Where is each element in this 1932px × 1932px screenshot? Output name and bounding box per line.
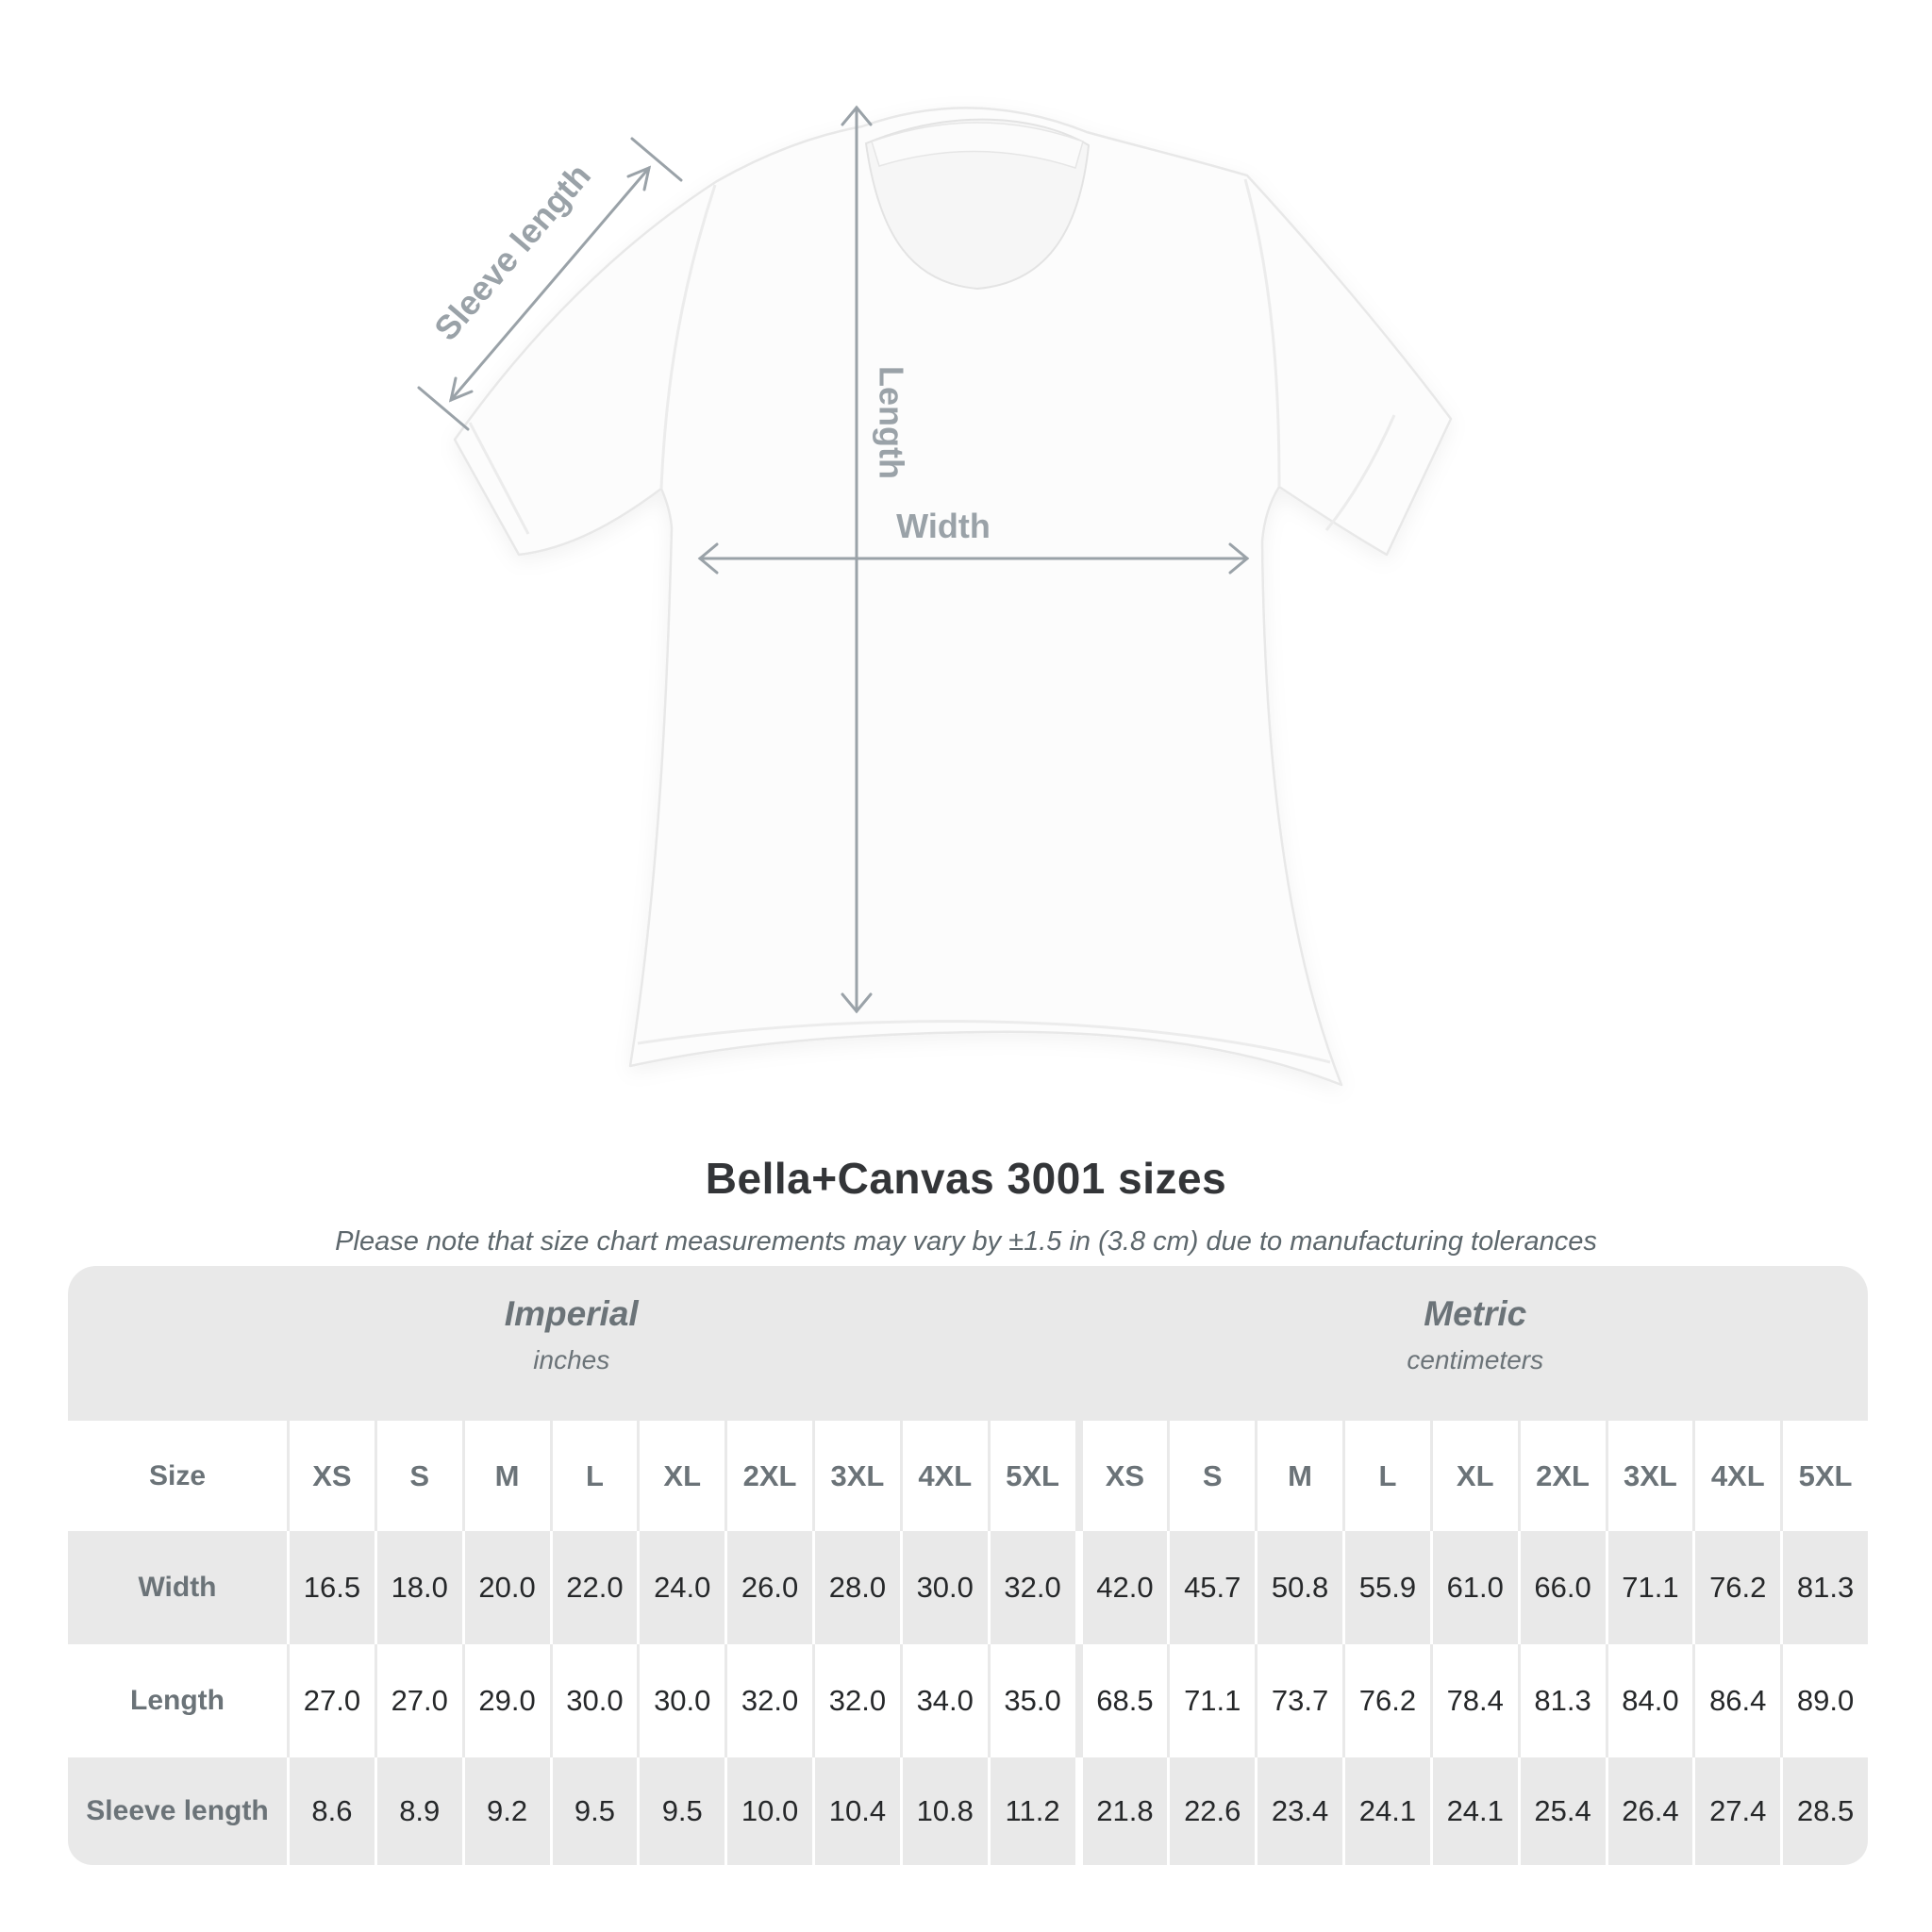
measurement-value: 26.0 (727, 1531, 812, 1644)
measurement-row (68, 1644, 1868, 1757)
measurement-value: 21.8 (1083, 1757, 1168, 1865)
measurement-value: 24.1 (1345, 1757, 1430, 1865)
measurement-value: 16.5 (290, 1531, 375, 1644)
imperial-sublabel: inches (533, 1345, 610, 1374)
measurement-value: 55.9 (1345, 1531, 1430, 1644)
measurement-value: 18.0 (377, 1531, 462, 1644)
measurement-value: 71.1 (1608, 1531, 1693, 1644)
measurement-value: 61.0 (1433, 1531, 1518, 1644)
size-header-row (68, 1421, 1868, 1531)
size-col-header: 3XL (1608, 1421, 1693, 1531)
imperial-label: Imperial (504, 1294, 639, 1333)
measurement-value: 68.5 (1083, 1644, 1168, 1757)
measurement-value: 86.4 (1695, 1644, 1780, 1757)
size-col-header: L (553, 1421, 638, 1531)
row-label: Length (68, 1644, 287, 1757)
measurement-value: 28.0 (815, 1531, 900, 1644)
size-col-header: M (1257, 1421, 1342, 1531)
imperial-metric-separator (1078, 1757, 1080, 1865)
measurement-value: 26.4 (1608, 1757, 1693, 1865)
measurement-value: 84.0 (1608, 1644, 1693, 1757)
size-column-header: Size (68, 1421, 287, 1531)
measurement-row (68, 1757, 1868, 1865)
measurement-value: 76.2 (1695, 1531, 1780, 1644)
size-col-header: 3XL (815, 1421, 900, 1531)
size-col-header: S (377, 1421, 462, 1531)
imperial-group-header (68, 1266, 1075, 1421)
measurement-value: 10.0 (727, 1757, 812, 1865)
measurement-value: 10.4 (815, 1757, 900, 1865)
measurement-value: 8.6 (290, 1757, 375, 1865)
measurement-value: 24.1 (1433, 1757, 1518, 1865)
sleeve-length-label: Sleeve length (426, 156, 598, 348)
measurement-value: 25.4 (1521, 1757, 1606, 1865)
measurement-value: 45.7 (1170, 1531, 1255, 1644)
measurement-value: 24.0 (640, 1531, 724, 1644)
measurement-value: 32.0 (991, 1531, 1075, 1644)
measurement-value: 9.2 (465, 1757, 550, 1865)
metric-label: Metric (1424, 1294, 1527, 1333)
width-label: Width (896, 507, 991, 545)
size-col-header: 2XL (1521, 1421, 1606, 1531)
measurement-value: 23.4 (1257, 1757, 1342, 1865)
measurement-value: 9.5 (640, 1757, 724, 1865)
measurement-value: 76.2 (1345, 1644, 1430, 1757)
size-col-header: M (465, 1421, 550, 1531)
tolerance-note: Please note that size chart measurements may vary by ±1.5 in (3.8 cm) due to manufacturing tolerances (335, 1226, 1597, 1257)
size-col-header: 5XL (1783, 1421, 1868, 1531)
size-col-header: L (1345, 1421, 1430, 1531)
measurement-value: 42.0 (1083, 1531, 1168, 1644)
size-col-header: XL (1433, 1421, 1518, 1531)
page-title: Bella+Canvas 3001 sizes (705, 1154, 1227, 1203)
measurement-value: 66.0 (1521, 1531, 1606, 1644)
units-header-band (68, 1266, 1868, 1421)
size-col-header: 4XL (1695, 1421, 1780, 1531)
size-col-header: 4XL (903, 1421, 988, 1531)
length-label: Length (872, 366, 911, 479)
measurement-value: 9.5 (553, 1757, 638, 1865)
measurement-value: 27.0 (377, 1644, 462, 1757)
measurement-value: 78.4 (1433, 1644, 1518, 1757)
measurement-value: 32.0 (815, 1644, 900, 1757)
table-rows (68, 1421, 1868, 1865)
measurement-value: 20.0 (465, 1531, 550, 1644)
measurement-value: 71.1 (1170, 1644, 1255, 1757)
size-col-header: XS (290, 1421, 375, 1531)
measurement-value: 89.0 (1783, 1644, 1868, 1757)
row-label: Sleeve length (68, 1757, 287, 1865)
size-col-header: 2XL (727, 1421, 812, 1531)
measurement-value: 28.5 (1783, 1757, 1868, 1865)
measurement-value: 27.0 (290, 1644, 375, 1757)
measurement-value: 81.3 (1783, 1531, 1868, 1644)
measurement-value: 30.0 (640, 1644, 724, 1757)
measurement-value: 22.6 (1170, 1757, 1255, 1865)
row-label: Width (68, 1531, 287, 1644)
measurement-value: 11.2 (991, 1757, 1075, 1865)
measurement-value: 29.0 (465, 1644, 550, 1757)
imperial-metric-separator (1078, 1644, 1080, 1757)
measurement-row (68, 1531, 1868, 1644)
measurement-value: 32.0 (727, 1644, 812, 1757)
size-table (68, 1266, 1868, 1865)
measurement-value: 73.7 (1257, 1644, 1342, 1757)
imperial-metric-separator (1078, 1531, 1080, 1644)
size-col-header: XS (1083, 1421, 1168, 1531)
measurement-value: 81.3 (1521, 1644, 1606, 1757)
imperial-metric-separator (1078, 1421, 1080, 1531)
measurement-value: 22.0 (553, 1531, 638, 1644)
size-col-header: 5XL (991, 1421, 1075, 1531)
metric-group-header (1083, 1266, 1869, 1421)
size-col-header: S (1170, 1421, 1255, 1531)
measurement-value: 27.4 (1695, 1757, 1780, 1865)
measurement-value: 8.9 (377, 1757, 462, 1865)
measurement-value: 35.0 (991, 1644, 1075, 1757)
measurement-value: 30.0 (903, 1531, 988, 1644)
measurement-value: 50.8 (1257, 1531, 1342, 1644)
measurement-value: 10.8 (903, 1757, 988, 1865)
metric-sublabel: centimeters (1407, 1345, 1544, 1374)
measurement-value: 34.0 (903, 1644, 988, 1757)
measurement-value: 30.0 (553, 1644, 638, 1757)
size-col-header: XL (640, 1421, 724, 1531)
